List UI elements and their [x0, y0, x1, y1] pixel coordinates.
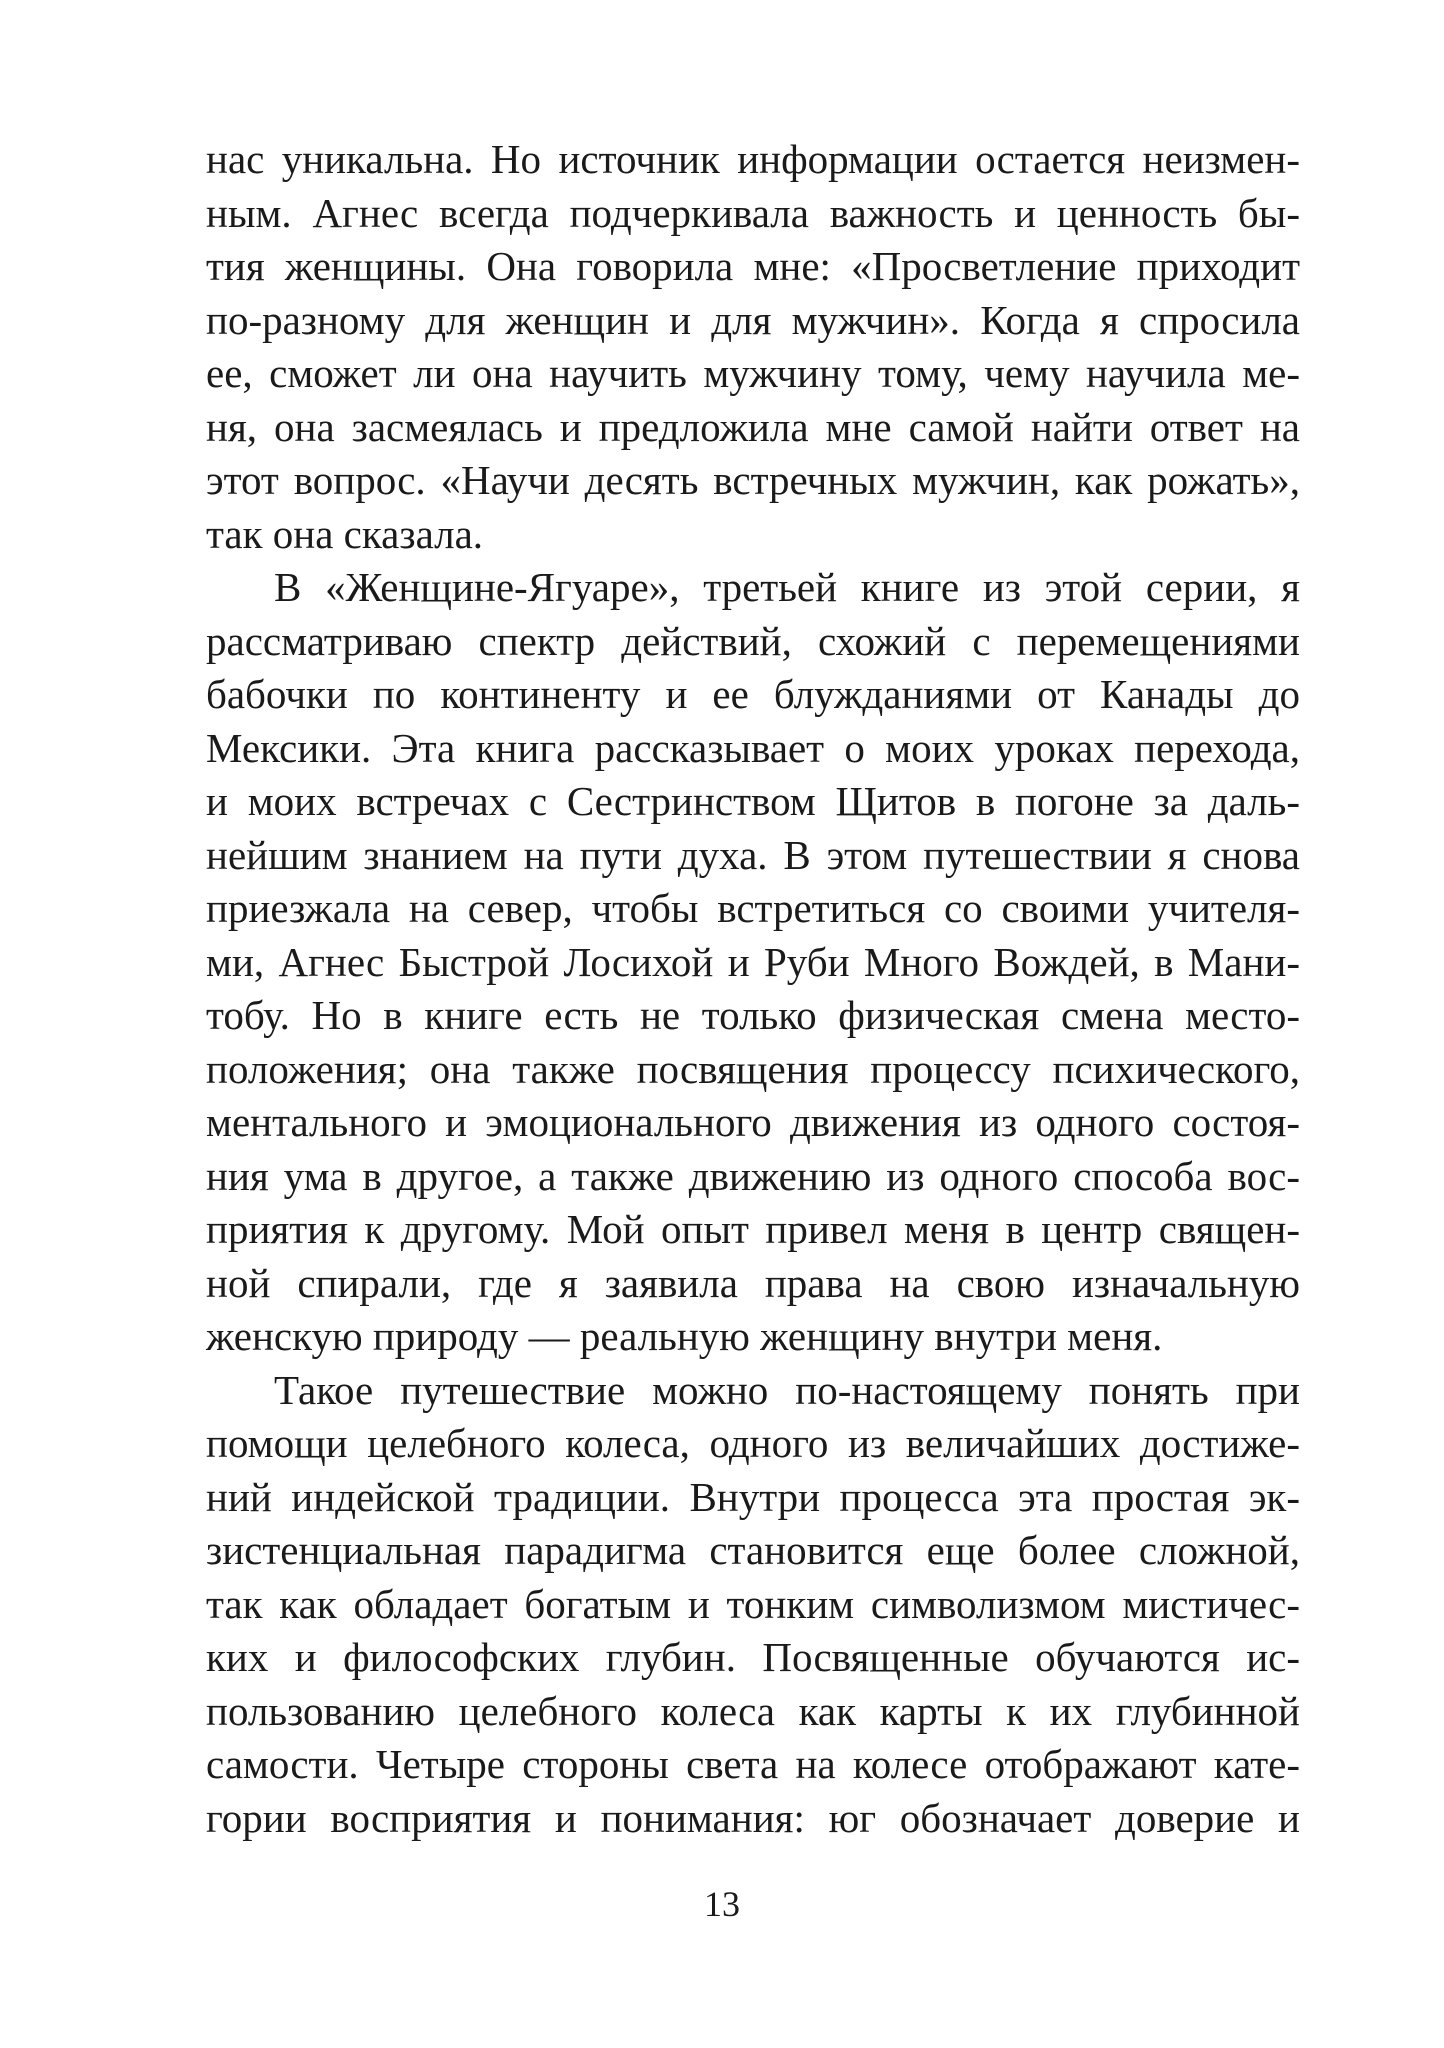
- text-line: так она сказала.: [206, 510, 484, 557]
- text-line: приезжала на север, чтобы встретиться со своими учителя-: [206, 885, 1300, 931]
- text-line: этот вопрос. «Научи десять встречных мужчин, как рожать»,: [206, 457, 1300, 503]
- text-line: пользованию целебного колеса как карты к их глубинной: [206, 1687, 1300, 1734]
- text-line: положения; она также посвящения процессу психического,: [206, 1045, 1300, 1092]
- text-line: ких и философских глубин. Посвященные обучаются ис-: [206, 1634, 1300, 1680]
- text-line: ным. Агнес всегда подчеркивала важность и ценность бы-: [206, 189, 1300, 236]
- text-line: тия женщины. Она говорила мне: «Просветление приходит: [206, 243, 1300, 289]
- text-line: Такое путешествие можно по-настоящему понять при: [274, 1366, 1300, 1413]
- text-line: нас уникальна. Но источник информации остается неизмен-: [206, 136, 1300, 182]
- text-line: женскую природу — реальную женщину внутри меня.: [206, 1313, 1163, 1359]
- text-line: по-разному для женщин и для мужчин». Когда я спросила: [206, 296, 1300, 343]
- text-line: ния ума в другое, а также движению из одного способа вос-: [206, 1152, 1300, 1199]
- text-line: так как обладает богатым и тонким символизмом мистичес-: [206, 1580, 1300, 1627]
- text-line: ми, Агнес Быстрой Лосихой и Руби Много Вождей, в Мани-: [206, 938, 1300, 985]
- text-line: В «Женщине-Ягуаре», третьей книге из этой серии, я: [274, 564, 1300, 610]
- text-line: ной спирали, где я заявила права на свою изначальную: [206, 1259, 1300, 1306]
- text-line: Мексики. Эта книга рассказывает о моих уроках перехода,: [206, 724, 1300, 771]
- paragraph: [206, 561, 1300, 1364]
- page-number: 13: [704, 1884, 740, 1924]
- text-line: ментального и эмоционального движения из одного состоя-: [206, 1099, 1300, 1145]
- text-line: бабочки по континенту и ее блужданиями от Канады до: [206, 671, 1300, 717]
- body-text: [206, 133, 1300, 1845]
- text-line: помощи целебного колеса, одного из величайших достиже-: [206, 1420, 1300, 1466]
- text-line: зистенциальная парадигма становится еще более сложной,: [206, 1527, 1300, 1573]
- text-line: нейшим знанием на пути духа. В этом путешествии я снова: [206, 831, 1300, 878]
- text-line: самости. Четыре стороны света на колесе отображают кате-: [206, 1741, 1300, 1787]
- text-line: тобу. Но в книге есть не только физическая смена место-: [206, 992, 1300, 1038]
- text-line: ня, она засмеялась и предложила мне самой найти ответ на: [206, 403, 1300, 450]
- paragraph: [206, 1364, 1300, 1846]
- text-line: рассматриваю спектр действий, схожий с перемещениями: [206, 617, 1300, 664]
- text-line: гории восприятия и понимания: юг обозначает доверие и: [206, 1794, 1300, 1841]
- paragraph: [206, 133, 1300, 561]
- text-line: и моих встречах с Сестринством Щитов в погоне за даль-: [206, 778, 1300, 824]
- text-line: ее, сможет ли она научить мужчину тому, чему научила ме-: [206, 350, 1300, 396]
- text-line: ний индейской традиции. Внутри процесса эта простая эк-: [206, 1473, 1300, 1520]
- text-line: приятия к другому. Мой опыт привел меня в центр священ-: [206, 1206, 1300, 1252]
